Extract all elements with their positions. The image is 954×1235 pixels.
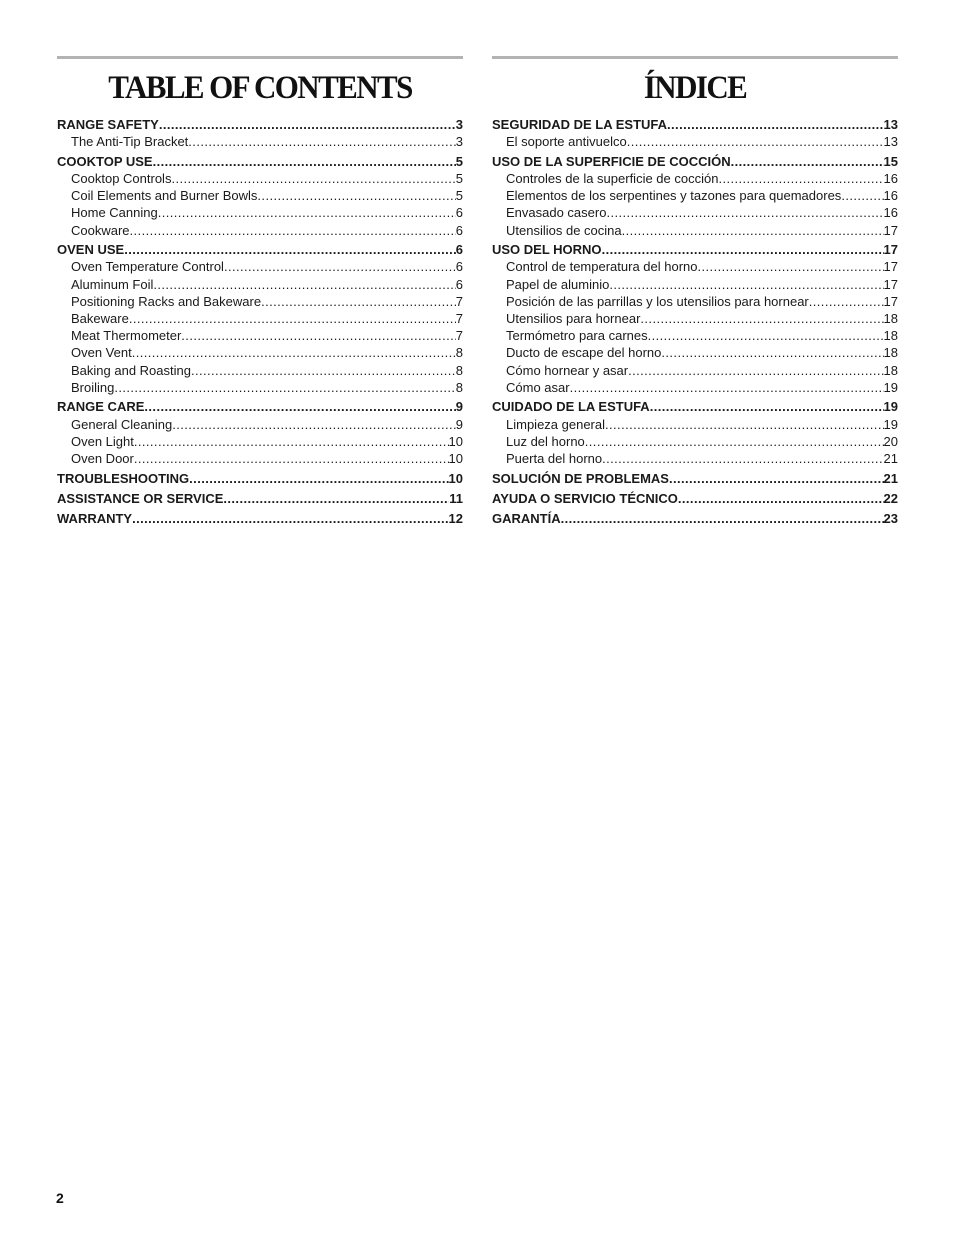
toc-entry-page: 7: [455, 311, 463, 327]
toc-subsection-entry[interactable]: [57, 187, 463, 204]
dot-leader: [153, 276, 455, 293]
toc-entry-page: 10: [448, 451, 463, 467]
toc-entry-page: 7: [455, 328, 463, 344]
toc-entry-label: Utensilios para hornear: [506, 311, 641, 327]
toc-section-entry[interactable]: [492, 510, 898, 527]
dot-leader: [181, 327, 455, 344]
dot-leader: [698, 258, 884, 275]
toc-entry-label: El soporte antivuelco: [506, 134, 627, 150]
toc-entry-label: Cómo hornear y asar: [506, 362, 629, 378]
toc-subsection-entry[interactable]: [57, 362, 463, 379]
page-number: 2: [56, 1190, 64, 1206]
toc-entry-page: 17: [883, 259, 898, 275]
toc-entry-label: RANGE SAFETY: [57, 117, 159, 132]
toc-entry-label: Oven Door: [71, 451, 134, 467]
toc-entry-label: Bakeware: [71, 311, 129, 327]
dot-leader: [261, 293, 456, 310]
toc-subsection-entry[interactable]: [492, 450, 898, 467]
toc-section-entry[interactable]: [492, 490, 898, 507]
toc-entry-label: Ducto de escape del horno: [506, 345, 662, 361]
toc-entry-page: 5: [455, 153, 463, 169]
toc-entry-label: Limpieza general: [506, 416, 606, 432]
dot-leader: [158, 204, 456, 221]
toc-entry-page: 10: [448, 470, 463, 486]
toc-subsection-entry[interactable]: [57, 433, 463, 450]
toc-section-entry[interactable]: [57, 153, 463, 170]
toc-subsection-entry[interactable]: [57, 133, 463, 150]
toc-entry-label: Cómo asar: [506, 379, 570, 395]
toc-entry-page: 8: [455, 362, 463, 378]
toc-section-entry[interactable]: [57, 470, 463, 487]
toc-entry-page: 6: [455, 276, 463, 292]
toc-entry-label: The Anti-Tip Bracket: [71, 134, 189, 150]
toc-subsection-entry[interactable]: [57, 222, 463, 239]
dot-leader: [172, 416, 456, 433]
toc-subsection-entry[interactable]: [492, 379, 898, 396]
toc-section-entry[interactable]: [492, 470, 898, 487]
dot-leader: [134, 433, 449, 450]
toc-entry-label: Oven Light: [71, 433, 134, 449]
toc-entry-label: Termómetro para carnes: [506, 328, 648, 344]
toc-subsection-entry[interactable]: [57, 204, 463, 221]
toc-entry-label: Papel de aluminio: [506, 276, 610, 292]
dot-leader: [134, 450, 449, 467]
dot-leader: [124, 241, 456, 258]
toc-entry-label: GARANTÍA: [492, 510, 561, 526]
dot-leader: [841, 187, 883, 204]
dot-leader: [628, 362, 883, 379]
toc-entry-page: 16: [883, 188, 898, 204]
toc-subsection-entry[interactable]: [57, 293, 463, 310]
dot-leader: [153, 153, 456, 170]
toc-entry-page: 6: [455, 259, 463, 275]
toc-entry-label: Baking and Roasting: [71, 362, 191, 378]
toc-entry-page: 3: [455, 134, 463, 150]
toc-subsection-entry[interactable]: [57, 170, 463, 187]
toc-entry-label: Cooktop Controls: [71, 171, 172, 186]
toc-subsection-entry[interactable]: [492, 204, 898, 221]
toc-entry-page: 17: [883, 242, 898, 258]
dot-leader: [809, 293, 884, 310]
dot-leader: [669, 470, 884, 487]
dot-leader: [622, 222, 884, 239]
toc-entry-page: 21: [883, 451, 898, 467]
dot-leader: [718, 170, 883, 187]
toc-entry-label: TROUBLESHOOTING: [57, 470, 190, 486]
toc-subsection-entry[interactable]: [492, 416, 898, 433]
toc-entry-label: Meat Thermometer: [71, 328, 182, 344]
toc-subsection-entry[interactable]: [57, 450, 463, 467]
toc-entry-page: 5: [455, 188, 463, 204]
toc-entry-page: 19: [883, 416, 898, 432]
toc-subsection-entry[interactable]: [492, 310, 898, 327]
toc-subsection-entry[interactable]: [492, 327, 898, 344]
toc-entry-page: 19: [883, 379, 898, 395]
toc-entry-page: 3: [455, 117, 463, 132]
toc-entry-label: SOLUCIÓN DE PROBLEMAS: [492, 470, 669, 486]
toc-entry-page: 19: [883, 399, 898, 415]
toc-subsection-entry[interactable]: [492, 170, 898, 187]
top-rule: [492, 56, 898, 59]
top-rule: [57, 56, 463, 59]
dot-leader: [606, 204, 883, 221]
toc-entry-page: 20: [883, 433, 898, 449]
toc-subsection-entry[interactable]: [492, 293, 898, 310]
toc-entry-label: Controles de la superficie de cocción: [506, 171, 719, 186]
toc-title: TABLE OF CONTENTS: [108, 68, 412, 106]
dot-leader: [171, 170, 455, 187]
dot-leader: [640, 310, 883, 327]
toc-entry-label: Home Canning: [71, 205, 158, 221]
dot-leader: [159, 116, 456, 133]
toc-entry-page: 6: [455, 205, 463, 221]
toc-entry-page: 8: [455, 379, 463, 395]
toc-entry-page: 9: [455, 416, 463, 432]
toc-section-entry[interactable]: [57, 510, 463, 527]
toc-entry-label: Puerta del horno: [506, 451, 603, 467]
toc-subsection-entry[interactable]: [492, 433, 898, 450]
toc-subsection-entry[interactable]: [57, 276, 463, 293]
dot-leader: [144, 398, 455, 415]
toc-entry-label: ASSISTANCE OR SERVICE: [57, 490, 224, 506]
toc-entry-page: 18: [883, 311, 898, 327]
toc-subsection-entry[interactable]: [57, 327, 463, 344]
toc-entry-page: 6: [455, 222, 463, 238]
toc-entry-label: Utensilios de cocina: [506, 222, 622, 238]
toc-section-entry[interactable]: [57, 398, 463, 415]
toc-entry-page: 16: [883, 205, 898, 221]
toc-subsection-entry[interactable]: [57, 310, 463, 327]
dot-leader: [570, 379, 884, 396]
toc-entry-page: 18: [883, 362, 898, 378]
toc-entry-page: 7: [455, 293, 463, 309]
dot-leader: [132, 344, 456, 361]
toc-entry-label: Positioning Racks and Bakeware: [71, 293, 262, 309]
toc-entry-label: USO DEL HORNO: [492, 242, 602, 258]
toc-entry-label: Coil Elements and Burner Bowls: [71, 188, 258, 204]
toc-entry-label: Cookware: [71, 222, 130, 238]
dot-leader: [129, 310, 456, 327]
toc-subsection-entry[interactable]: [57, 344, 463, 361]
toc-entry-page: 12: [448, 510, 463, 526]
toc-entry-label: Posición de las parrillas y los utensilios para hornear: [506, 293, 809, 309]
toc-entry-label: COOKTOP USE: [57, 153, 153, 169]
toc-entry-page: 23: [883, 510, 898, 526]
toc-subsection-entry[interactable]: [492, 222, 898, 239]
toc-entry-page: 16: [883, 171, 898, 186]
toc-entry-label: USO DE LA SUPERFICIE DE COCCIÓN: [492, 153, 731, 169]
toc-entry-page: 15: [883, 153, 898, 169]
english-toc-column: [57, 56, 463, 527]
spanish-toc-column: [492, 56, 898, 527]
toc-subsection-entry[interactable]: [492, 258, 898, 275]
toc-entry-label: Elementos de los serpentines y tazones para quemadores: [506, 188, 842, 204]
toc-entry-page: 9: [455, 399, 463, 415]
toc-entry-page: 13: [883, 134, 898, 150]
dot-leader: [605, 416, 884, 433]
toc-section-entry[interactable]: [492, 241, 898, 258]
dot-leader: [602, 241, 884, 258]
toc-section-entry[interactable]: [492, 398, 898, 415]
toc-list-english: [57, 116, 463, 527]
dot-leader: [731, 153, 884, 170]
dot-leader: [188, 133, 455, 150]
toc-entry-page: 18: [883, 345, 898, 361]
dot-leader: [667, 116, 884, 133]
dot-leader: [648, 327, 884, 344]
toc-entry-page: 6: [455, 242, 463, 258]
toc-entry-label: Oven Vent: [71, 345, 132, 361]
toc-entry-label: RANGE CARE: [57, 399, 145, 415]
toc-entry-label: AYUDA O SERVICIO TÉCNICO: [492, 490, 678, 506]
dot-leader: [585, 433, 884, 450]
dot-leader: [602, 450, 883, 467]
dot-leader: [130, 222, 456, 239]
toc-entry-label: Broiling: [71, 379, 115, 395]
indice-title: ÍNDICE: [643, 68, 747, 106]
toc-entry-page: 21: [883, 470, 898, 486]
toc-list-spanish: [492, 116, 898, 527]
toc-entry-label: Control de temperatura del horno: [506, 259, 698, 275]
toc-section-entry[interactable]: [492, 116, 898, 133]
toc-entry-label: WARRANTY: [57, 510, 133, 526]
dot-leader: [223, 490, 449, 507]
toc-subsection-entry[interactable]: [492, 187, 898, 204]
toc-entry-page: 8: [455, 345, 463, 361]
dot-leader: [189, 470, 448, 487]
toc-entry-label: Aluminum Foil: [71, 276, 154, 292]
dot-leader: [224, 258, 456, 275]
toc-section-entry[interactable]: [57, 116, 463, 133]
toc-entry-page: 13: [883, 117, 898, 132]
toc-entry-page: 11: [449, 490, 463, 506]
dot-leader: [132, 510, 448, 527]
toc-entry-page: 18: [883, 328, 898, 344]
toc-entry-page: 5: [455, 171, 463, 186]
toc-subsection-entry[interactable]: [492, 344, 898, 361]
toc-subsection-entry[interactable]: [57, 379, 463, 396]
toc-section-entry[interactable]: [57, 241, 463, 258]
toc-entry-page: 22: [883, 490, 898, 506]
toc-subsection-entry[interactable]: [57, 258, 463, 275]
dot-leader: [627, 133, 884, 150]
toc-subsection-entry[interactable]: [492, 276, 898, 293]
toc-subsection-entry[interactable]: [492, 362, 898, 379]
toc-entry-label: OVEN USE: [57, 242, 125, 258]
dot-leader: [257, 187, 455, 204]
toc-entry-page: 17: [883, 276, 898, 292]
toc-section-entry[interactable]: [492, 153, 898, 170]
dot-leader: [661, 344, 883, 361]
toc-entry-label: Envasado casero: [506, 205, 607, 221]
dot-leader: [650, 398, 884, 415]
toc-subsection-entry[interactable]: [57, 416, 463, 433]
toc-entry-label: General Cleaning: [71, 416, 173, 432]
toc-entry-page: 17: [883, 222, 898, 238]
toc-entry-label: Luz del horno: [506, 433, 585, 449]
dot-leader: [191, 362, 456, 379]
toc-entry-label: CUIDADO DE LA ESTUFA: [492, 399, 650, 415]
toc-entry-page: 10: [448, 433, 463, 449]
dot-leader: [114, 379, 455, 396]
dot-leader: [609, 276, 883, 293]
dot-leader: [678, 490, 884, 507]
toc-subsection-entry[interactable]: [492, 133, 898, 150]
toc-entry-label: Oven Temperature Control: [71, 259, 224, 275]
toc-section-entry[interactable]: [57, 490, 463, 507]
toc-entry-label: SEGURIDAD DE LA ESTUFA: [492, 117, 668, 132]
toc-entry-page: 17: [883, 293, 898, 309]
dot-leader: [561, 510, 884, 527]
